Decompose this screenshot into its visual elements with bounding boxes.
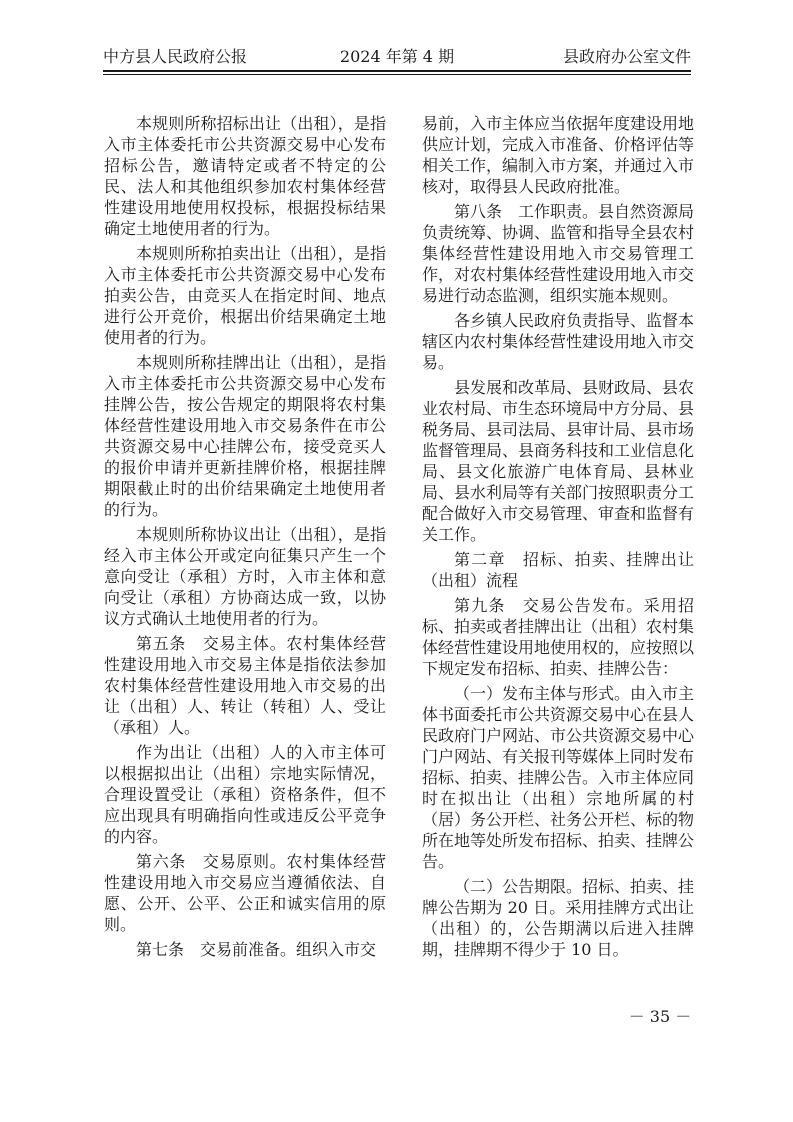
paragraph: 县发展和改革局、县财政局、县农业农村局、市生态环境局中方分局、县税务局、县司法局、县审计局、县市场监督管理局、县商务科技和工业信息化局、县文化旅游广电体育局、县林业局、县水利局等有关部门按照职责分工配合做好入市交易管理、审查和监督有关工作。 [422,378,695,544]
right-column [422,113,694,964]
paragraph: 本规则所称挂牌出让（出租），是指入市主体委托市公共资源交易中心发布挂牌公告，按公告规定的期限将农村集体经营性建设用地入市交易条件在市公共资源交易中心挂牌公布，接受竞买人的报价申请并更新挂牌价格，根据挂牌期限截止时的出价结果确定土地使用者的行为。 [104,353,386,519]
paragraph: 作为出让（出租）人的入市主体可以根据拟出让（出租）宗地实际情况，合理设置受让（承租）资格条件，但不应出现具有明确指向性或违反公平竞争的内容。 [104,743,386,846]
item-1: （一）发布主体与形式。由入市主体书面委托市公共资源交易中心在县人民政府门户网站、市公共资源交易中心门户网站、有关报刊等媒体上同时发布招标、拍卖、挂牌公告。入市主体应同时在拟出让（出租）宗地所属的村（居）务公开栏、社务公开栏、标的物所在地等处所发布招标、拍卖、挂牌公告。 [422,684,695,871]
paragraph-continued: 易前，入市主体应当依据年度建设用地供应计划，完成入市准备、价格评估等相关工作，编制入市方案，并通过入市核对，取得县人民政府批准。 [422,114,695,196]
chapter-2-heading: 第二章 招标、拍卖、挂牌出让（出租）流程 [422,550,694,590]
paragraph: 各乡镇人民政府负责指导、监督本辖区内农村集体经营性建设用地入市交易。 [422,311,695,372]
article-9: 第九条 交易公告发布。采用招标、拍卖或者挂牌出让（出租）农村集体经营性建设用地使用权的，应按照以下规定发布招标、拍卖、挂牌公告： [422,596,695,678]
item-2: （二）公告期限。招标、拍卖、挂牌公告期为 20 日。采用挂牌方式出让（出租）的，公告期满以后进入挂牌期，挂牌期不得少于 10 日。 [422,877,695,959]
header-rule-thin [103,74,691,75]
page-number: － 35 － [628,1007,692,1026]
paragraph: 本规则所称招标出让（出租），是指入市主体委托市公共资源交易中心发布招标公告，邀请特定或者不特定的公民、法人和其他组织参加农村集体经营性建设用地使用权投标，根据投标结果确定土地使用者的行为。 [104,114,386,238]
paragraph: 本规则所称拍卖出让（出租），是指入市主体委托市公共资源交易中心发布拍卖公告，由竞买人在指定时间、地点进行公开竞价，根据出价结果确定土地使用者的行为。 [104,244,386,347]
header-rule-thick [103,70,691,72]
header-publication-name: 中方县人民政府公报 [103,47,248,66]
article-6: 第六条 交易原则。农村集体经营性建设用地入市交易应当遵循依法、自愿、公开、公平、公正和诚实信用的原则。 [104,852,386,934]
header-issue: 2024 年第 4 期 [339,47,455,66]
running-header [103,46,691,68]
left-column [104,113,386,964]
header-section: 县政府办公室文件 [562,47,691,66]
article-8: 第八条 工作职责。县自然资源局负责统筹、协调、监管和指导全县农村集体经营性建设用地入市交易管理工作，对农村集体经营性建设用地入市交易进行动态监测，组织实施本规则。 [422,202,695,305]
paragraph: 本规则所称协议出让（出租），是指经入市主体公开或定向征集只产生一个意向受让（承租）方时，入市主体和意向受让（承租）方协商达成一致，以协议方式确认土地使用者的行为。 [104,525,386,628]
article-7: 第七条 交易前准备。组织入市交 [136,940,377,959]
article-5: 第五条 交易主体。农村集体经营性建设用地入市交易主体是指依法参加农村集体经营性建设用地入市交易的出让（出租）人、转让（转租）人、受让（承租）人。 [104,634,386,737]
